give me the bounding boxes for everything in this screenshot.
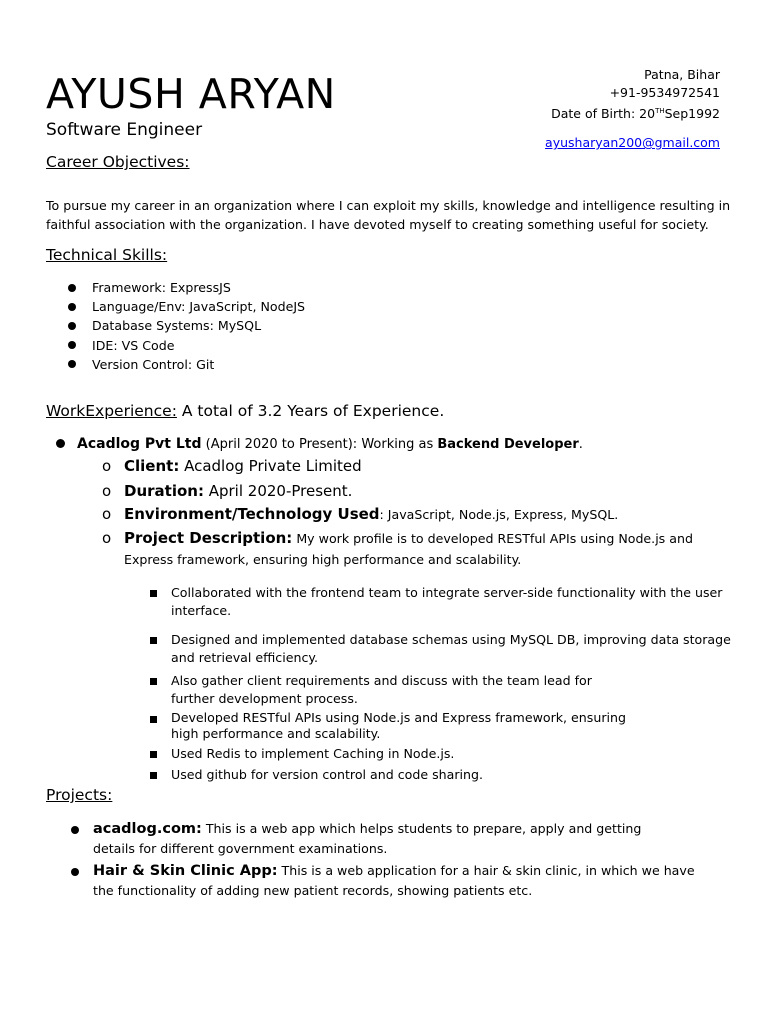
list-item xyxy=(68,278,305,297)
project-desc: This is a web application for a hair & skin clinic, in which we have xyxy=(277,863,695,878)
square-bullet-icon xyxy=(150,716,157,723)
job-period: (April 2020 to Present): Working as xyxy=(201,437,438,452)
work-summary: A total of 3.2 Years of Experience. xyxy=(176,402,445,420)
project-title: Hair & Skin Clinic App: xyxy=(93,863,278,879)
bullet-icon xyxy=(68,322,76,330)
client-value: Acadlog Private Limited xyxy=(179,457,362,475)
location: Patna, Bihar xyxy=(644,67,720,82)
square-bullet-icon xyxy=(150,637,157,644)
career-heading: Career Objectives: xyxy=(46,153,190,171)
client-line xyxy=(102,457,362,475)
job-position: Backend Developer xyxy=(437,437,579,452)
skill-text: Version Control: Git xyxy=(92,356,215,372)
date-of-birth xyxy=(545,102,720,123)
list-item: Also gather client requirements and discuss with the team lead for further development process. xyxy=(171,673,592,706)
client-label: Client: xyxy=(124,457,180,475)
skill-text: Database Systems: MySQL xyxy=(92,318,262,334)
skills-list xyxy=(68,278,305,374)
skill-text: Framework: ExpressJS xyxy=(92,280,231,295)
desc-value: My work profile is to developed RESTful APIs using Node.js and xyxy=(292,531,693,546)
square-bullet-icon xyxy=(150,590,157,597)
candidate-name: AYUSH ARYAN xyxy=(46,70,336,118)
bullet-icon xyxy=(68,284,76,292)
env-value: : JavaScript, Node.js, Express, MySQL. xyxy=(379,507,619,522)
bullet-icon xyxy=(68,303,76,311)
list-item xyxy=(68,316,305,335)
projects-heading: Projects: xyxy=(46,786,113,804)
square-bullet-icon xyxy=(150,772,157,779)
duration-value: April 2020-Present. xyxy=(203,482,353,500)
env-line xyxy=(102,505,618,523)
job-title: Software Engineer xyxy=(46,120,203,140)
list-item xyxy=(68,355,305,374)
desc-label: Project Description: xyxy=(124,529,293,547)
bullet-icon xyxy=(56,439,65,448)
job-entry xyxy=(56,436,583,452)
bullet-icon xyxy=(71,826,79,834)
career-text: To pursue my career in an organization where I can exploit my skills, knowledge and intelligence resulting in faithful association with the organization. I have devoted myself to creating something useful for society. xyxy=(46,198,731,232)
job-period-end: . xyxy=(578,437,583,452)
phone: +91-9534972541 xyxy=(609,85,720,100)
dob-suffix: TH xyxy=(655,107,665,115)
work-heading-label: WorkExperience: xyxy=(46,402,177,420)
project-line-2: the functionality of adding new patient records, showing patients etc. xyxy=(93,883,533,898)
email-link[interactable]: ayusharyan200@gmail.com xyxy=(545,135,720,151)
desc-line-2: Express framework, ensuring high performance and scalability. xyxy=(124,552,522,567)
skill-text: IDE: VS Code xyxy=(92,337,175,353)
skill-text: Language/Env: JavaScript, NodeJS xyxy=(92,299,306,315)
project-line-2: details for different government examinations. xyxy=(93,841,388,856)
project-desc: This is a web app which helps students to prepare, apply and getting xyxy=(201,821,642,836)
dob-rest: Sep1992 xyxy=(664,106,720,122)
project-item xyxy=(93,861,733,900)
dob-label: Date of Birth: 20 xyxy=(551,106,656,122)
bullet-icon xyxy=(68,360,76,368)
env-label: Environment/Technology Used xyxy=(124,505,380,523)
circle-bullet-icon: o xyxy=(102,482,112,500)
list-item: Collaborated with the frontend team to integrate server-side functionality with the user interface. xyxy=(171,585,723,618)
project-line xyxy=(93,819,733,839)
list-item xyxy=(68,297,305,316)
square-bullet-icon xyxy=(150,751,157,758)
contact-block xyxy=(545,66,720,152)
skills-heading: Technical Skills: xyxy=(46,246,168,264)
project-title: acadlog.com: xyxy=(93,821,202,837)
work-heading xyxy=(46,402,444,420)
circle-bullet-icon: o xyxy=(102,457,112,475)
duration-line xyxy=(102,482,352,500)
list-item: Used github for version control and code sharing. xyxy=(171,767,484,782)
duration-label: Duration: xyxy=(124,482,204,500)
list-item xyxy=(68,336,305,355)
bullet-icon xyxy=(71,868,79,876)
project-item xyxy=(93,819,733,858)
company-name: Acadlog Pvt Ltd xyxy=(77,436,202,452)
desc-line xyxy=(102,529,693,547)
circle-bullet-icon: o xyxy=(102,505,112,523)
bullet-icon xyxy=(68,341,76,349)
circle-bullet-icon: o xyxy=(102,529,112,547)
list-item: Developed RESTful APIs using Node.js and Express framework, ensuring high performance and scalability. xyxy=(171,710,626,741)
project-line xyxy=(93,861,733,881)
list-item: Designed and implemented database schemas using MySQL DB, improving data storage and retrieval efficiency. xyxy=(171,632,731,665)
list-item: Used Redis to implement Caching in Node.js. xyxy=(171,746,455,761)
square-bullet-icon xyxy=(150,678,157,685)
